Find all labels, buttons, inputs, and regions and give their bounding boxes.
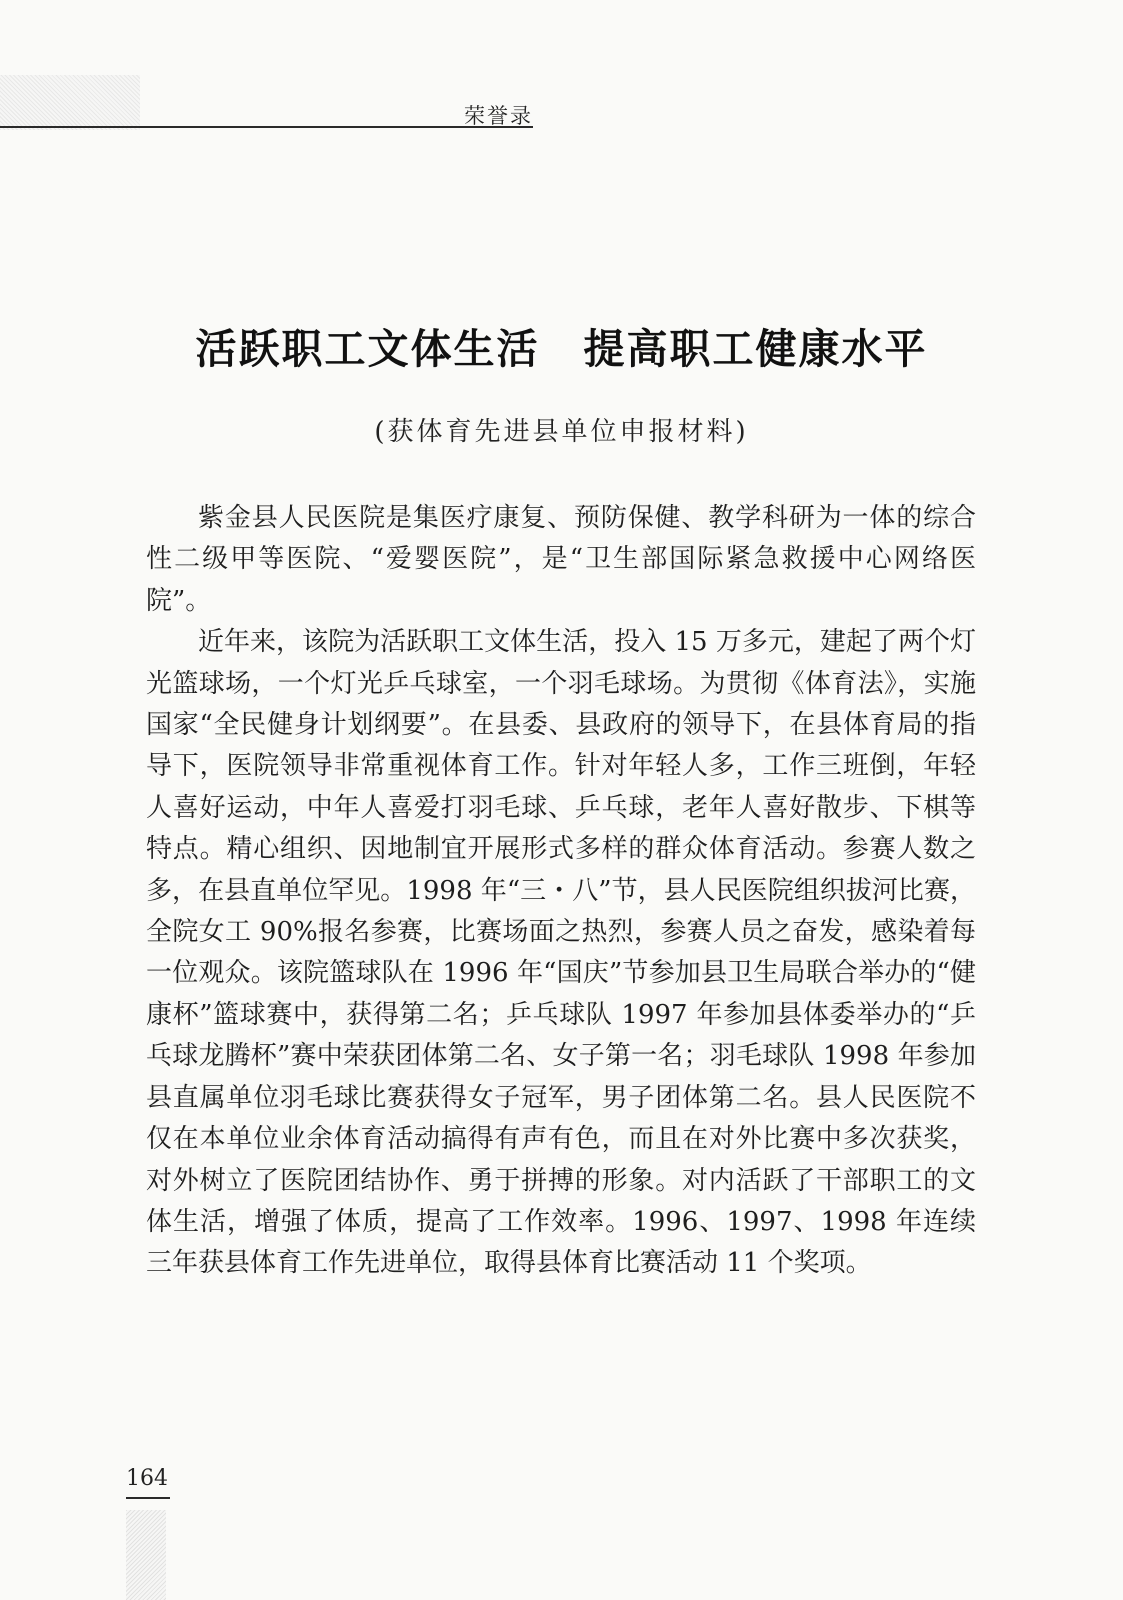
article-title (0, 316, 1123, 375)
article-subtitle: (获体育先进县单位申报材料) (374, 417, 749, 447)
article-body (146, 498, 976, 1285)
paragraph-1: 紫金县人民医院是集医疗康复、预防保健、教学科研为一体的综合性二级甲等医院、“爱婴医院”，是“卫生部国际紧急救援中心网络医院”。 (146, 503, 976, 616)
article-title-part-1: 活跃职工文体生活 (195, 325, 540, 373)
running-header-title: 荣誉录 (464, 104, 533, 128)
page-number-rule (126, 1497, 170, 1499)
scan-noise-bottom (126, 1510, 166, 1600)
running-header (0, 100, 533, 128)
paragraph-2: 近年来，该院为活跃职工文体生活，投入 15 万多元，建起了两个灯光篮球场，一个灯光乒乓球室，一个羽毛球场。为贯彻《体育法》，实施国家“全民健身计划纲要”。在县委、县政府的领导下，在县体育局的指导下，医院领导非常重视体育工作。针对年轻人多，工作三班倒，年轻人喜好运动，中年人喜爱打羽毛球、乒乓球，老年人喜好散步、下棋等特点。精心组织、因地制宜开展形式多样的群众体育活动。参赛人数之多，在县直单位罕见。1998 年“三・八”节，县人民医院组织拔河比赛，全院女工 90%报名参赛，比赛场面之热烈，参赛人员之奋发，感染着每一位观众。该院篮球队在 1996 年“国庆”节参加县卫生局联合举办的“健康杯”篮球赛中，获得第二名；乒乓球队 1997 年参加县体委举办的“乒乓球龙腾杯”赛中荣获团体第二名、女子第一名；羽毛球队 1998 年参加县直属单位羽毛球比赛获得女子冠军，男子团体第二名。县人民医院不仅在本单位业余体育活动搞得有声有色，而且在对外比赛中多次获奖，对外树立了医院团结协作、勇于拼搏的形象。对内活跃了干部职工的文体生活，增强了体质，提高了工作效率。1996、1997、1998 年连续三年获县体育工作先进单位，取得县体育比赛活动 11 个奖项。 (146, 627, 976, 1279)
article-title-part-2: 提高职工健康水平 (583, 325, 928, 373)
page-number: 164 (126, 1466, 168, 1491)
